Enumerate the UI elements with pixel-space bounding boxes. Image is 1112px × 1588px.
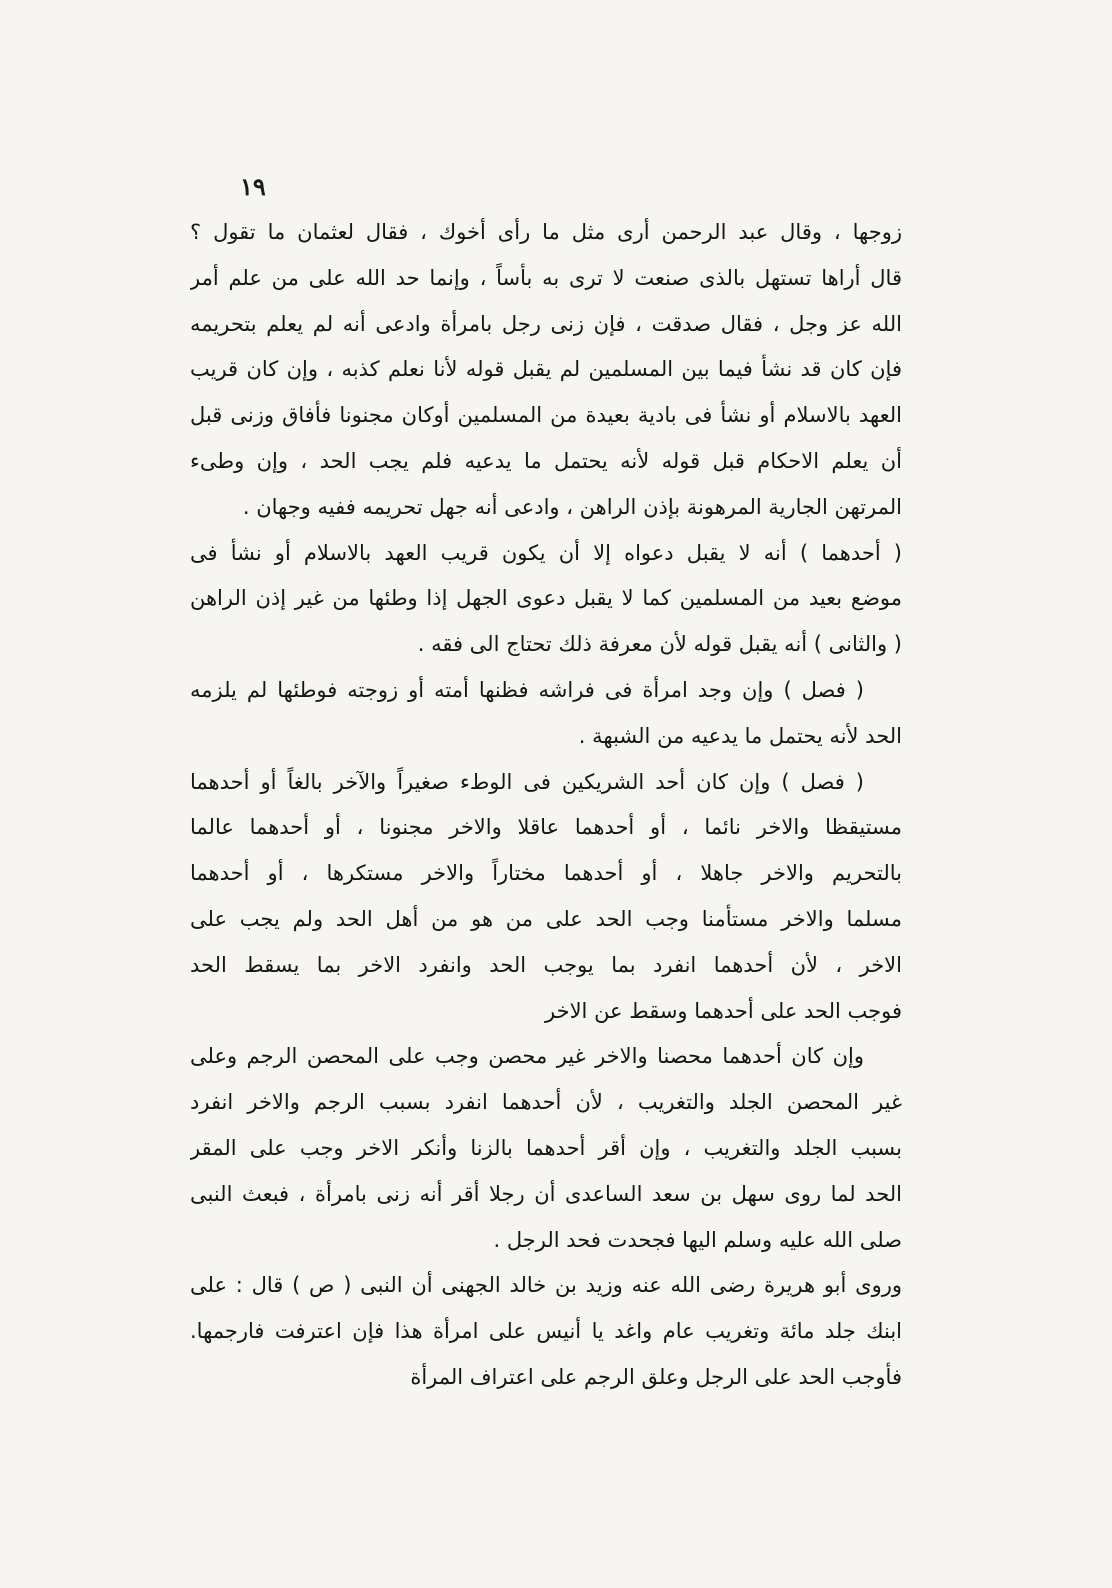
text-line: أن يعلم الاحكام قبل قوله لأنه يحتمل ما يدعيه فلم يجب الحد ، وإن وطىء xyxy=(190,448,902,473)
text-line: زوجها ، وقال عبد الرحمن أرى مثل ما رأى أخوك ، فقال لعثمان ما تقول ؟ xyxy=(190,220,902,244)
page-number: ١٩ xyxy=(240,172,266,201)
text-line: قال أراها تستهل بالذى صنعت لا ترى به بأساً ، وإنما حد الله على من علم أمر xyxy=(190,265,902,290)
text-line: ( والثانى ) أنه يقبل قوله لأن معرفة ذلك تحتاج الى فقه . xyxy=(417,632,902,657)
text-line: الحد لأنه يحتمل ما يدعيه من الشبهة . xyxy=(578,723,902,748)
text-line: موضع بعيد من المسلمين كما لا يقبل دعوى الجهل إذا وطئها من غير إذن الراهن xyxy=(190,586,902,611)
text-line: وإن كان أحدهما محصنا والاخر غير محصن وجب على المحصن الرجم وعلى xyxy=(190,1044,864,1069)
text-line: ( أحدهما ) أنه لا يقبل دعواه إلا أن يكون قريب العهد بالاسلام أو نشأ فى xyxy=(190,540,902,565)
text-line: فوجب الحد على أحدهما وسقط عن الاخر xyxy=(545,998,902,1023)
text-line: الحد لما روى سهل بن سعد الساعدى أن رجلا أقر أنه زنى بامرأة ، فبعث النبى xyxy=(190,1181,902,1206)
text-line: مسلما والاخر مستأمنا وجب الحد على من هو من أهل الحد ولم يجب على xyxy=(190,906,902,931)
text-line: فأوجب الحد على الرجل وعلق الرجم على اعتراف المرأة xyxy=(410,1364,902,1389)
text-line: الاخر ، لأن أحدهما انفرد بما يوجب الحد وانفرد الاخر بما يسقط الحد xyxy=(190,952,902,977)
text-line: بسبب الجلد والتغريب ، وإن أقر أحدهما بالزنا وأنكر الاخر وجب على المقر xyxy=(190,1135,902,1160)
text-line: ابنك جلد مائة وتغريب عام واغد يا أنيس على امرأة هذا فإن اعترفت فارجمها. xyxy=(190,1319,902,1344)
text-line: المرتهن الجارية المرهونة بإذن الراهن ، وادعى أنه جهل تحريمه ففيه وجهان . xyxy=(242,494,902,519)
text-line: الله عز وجل ، فقال صدقت ، فإن زنى رجل بامرأة وادعى أنه لم يعلم بتحريمه xyxy=(190,311,902,336)
text-line: بالتحريم والاخر جاهلا ، أو أحدهما مختاراً والاخر مستكرها ، أو أحدهما xyxy=(190,861,902,886)
text-line: ( فصل ) وإن وجد امرأة فى فراشه فظنها أمته أو زوجته فوطئها لم يلزمه xyxy=(190,677,864,702)
text-line: مستيقظا والاخر نائما ، أو أحدهما عاقلا والاخر مجنونا ، أو أحدهما عالما xyxy=(190,815,902,840)
text-line: وروى أبو هريرة رضى الله عنه وزيد بن خالد الجهنى أن النبى ( ص ) قال : على xyxy=(190,1273,902,1298)
text-line: غير المحصن الجلد والتغريب ، لأن أحدهما انفرد بسبب الرجم والاخر انفرد xyxy=(190,1090,902,1115)
text-line: العهد بالاسلام أو نشأ فى بادية بعيدة من المسلمين أوكان مجنونا فأفاق وزنى قبل xyxy=(190,403,902,428)
text-line: ( فصل ) وإن كان أحد الشريكين فى الوطء صغيراً والآخر بالغاً أو أحدهما xyxy=(190,769,864,794)
body-text xyxy=(190,210,902,1401)
text-line: فإن كان قد نشأ فيما بين المسلمين لم يقبل قوله لأنا نعلم كذبه ، وإن كان قريب xyxy=(190,357,902,382)
text-line: صلى الله عليه وسلم اليها فجحدت فحد الرجل . xyxy=(493,1227,902,1252)
